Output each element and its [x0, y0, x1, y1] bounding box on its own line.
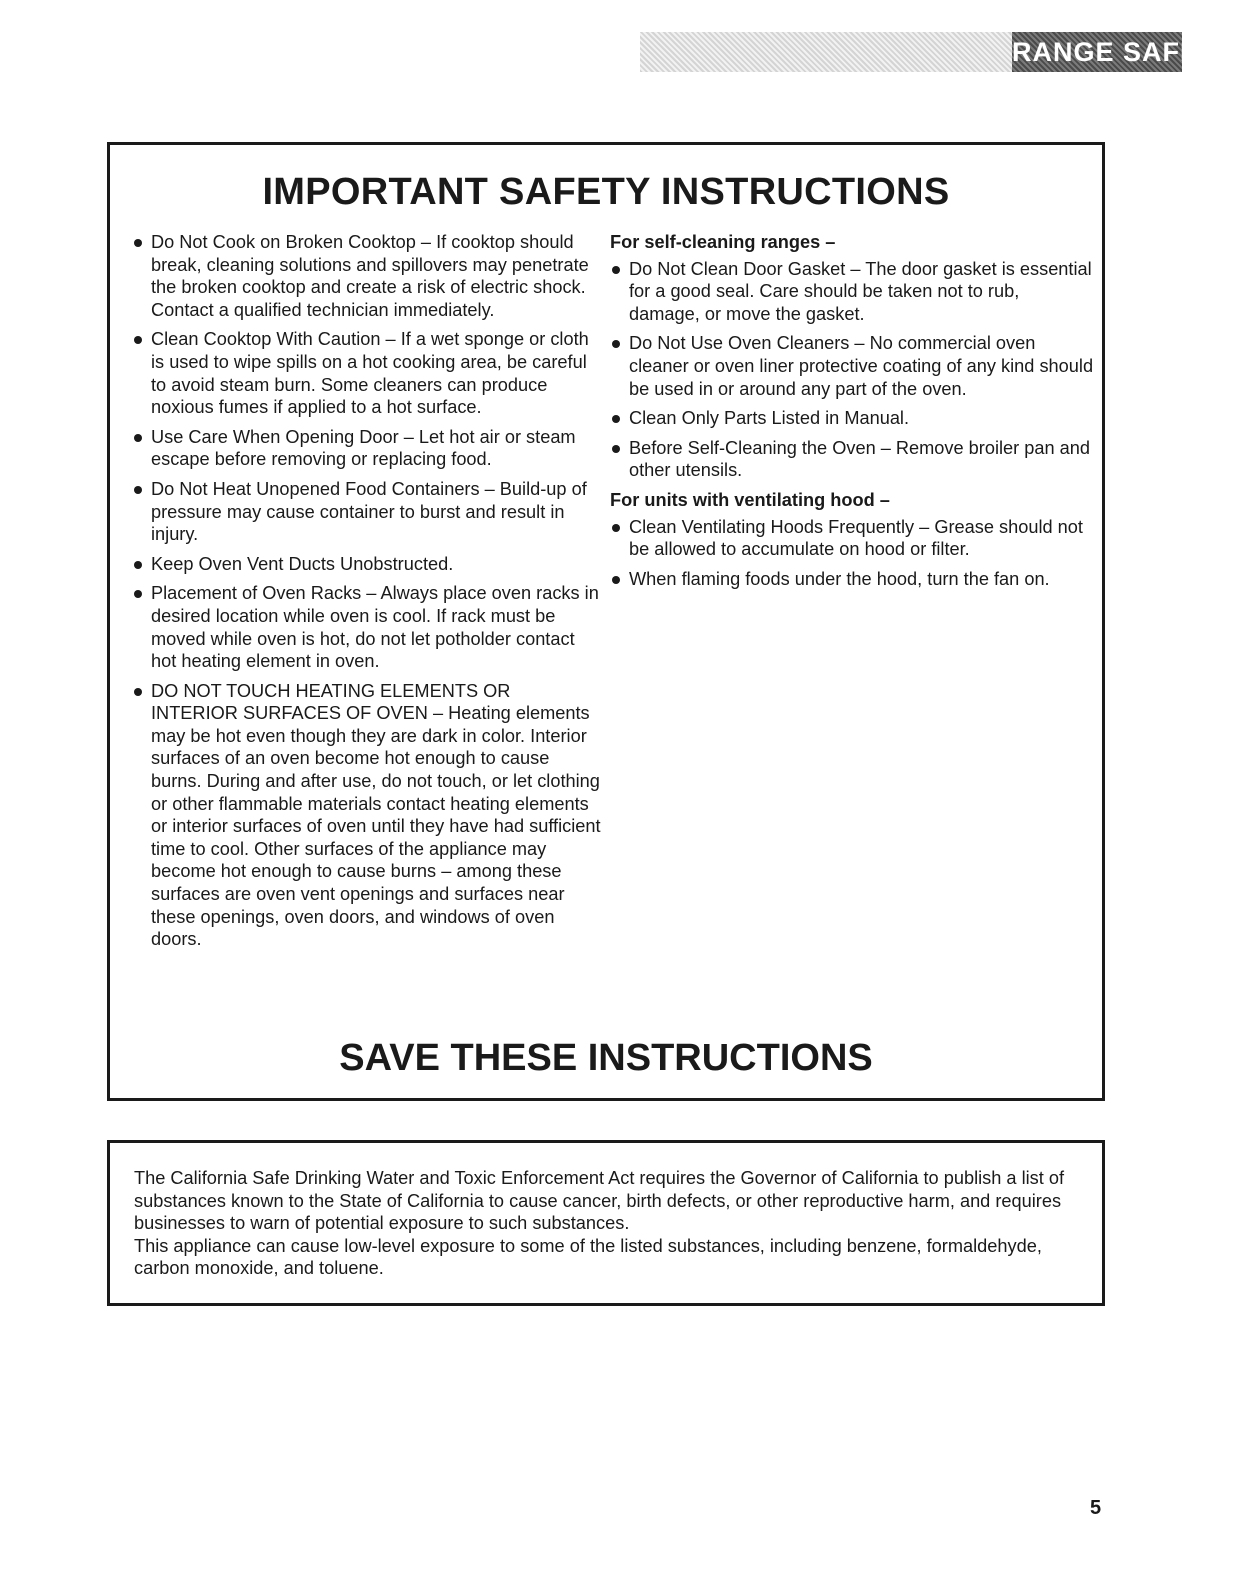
list-item-text: Do Not Use Oven Cleaners – No commercial oven cleaner or oven liner protective coating of any kind should be used in or around any part of the oven. [629, 333, 1094, 399]
save-instructions-title: SAVE THESE INSTRUCTIONS [339, 1037, 873, 1079]
list-item-text: Do Not Clean Door Gasket – The door gasket is essential for a good seal. Care should be taken not to rub, damage, or move the gasket. [629, 258, 1092, 324]
notice-paragraph: This appliance can cause low-level exposure to some of the listed substances, including benzene, formaldehyde, carbon monoxide, and toluene. [134, 1235, 1042, 1279]
ventilating-list [610, 516, 1095, 591]
bullet-icon [134, 590, 142, 598]
list-item [132, 478, 602, 546]
bullet-icon [134, 434, 142, 442]
list-item [610, 332, 1095, 400]
list-item-text: Use Care When Opening Door – Let hot air or steam escape before removing or replacing food. [151, 426, 576, 470]
list-item-text: Do Not Heat Unopened Food Containers – Build-up of pressure may cause container to burst and result in injury. [151, 478, 587, 545]
list-item-text: Before Self-Cleaning the Oven – Remove broiler pan and other utensils. [629, 437, 1091, 481]
bullet-icon [612, 445, 620, 453]
safety-title: IMPORTANT SAFETY INSTRUCTIONS [262, 171, 950, 213]
list-item [132, 553, 602, 576]
bullet-icon [134, 688, 142, 696]
list-item [610, 407, 1095, 430]
list-item [132, 680, 602, 951]
bullet-icon [134, 561, 142, 569]
list-item-text: Keep Oven Vent Ducts Unobstructed. [151, 553, 454, 574]
ventilating-heading: For units with ventilating hood – [610, 489, 890, 510]
list-item [132, 231, 602, 321]
safety-instructions-box [107, 142, 1105, 1101]
section-header-band [640, 32, 1236, 72]
california-notice-box [107, 1140, 1105, 1306]
self-cleaning-list [610, 258, 1095, 482]
bullet-icon [134, 239, 142, 247]
bullet-icon [612, 415, 620, 423]
list-item-text: Clean Ventilating Hoods Frequently – Grease should not be allowed to accumulate on hood or filter. [629, 516, 1083, 560]
notice-text [134, 1167, 1074, 1280]
self-cleaning-heading: For self-cleaning ranges – [610, 232, 836, 252]
bullet-icon [612, 524, 620, 532]
list-item-text: Do Not Cook on Broken Cooktop – If cooktop should break, cleaning solutions and spillovers may penetrate the broken cooktop and create a risk of electric shock. Contact a qualified technician immediately. [151, 232, 589, 320]
list-item [610, 516, 1095, 561]
bullet-icon [612, 340, 620, 348]
left-bullet-list [132, 231, 602, 951]
left-column [132, 231, 602, 958]
list-item-text: Clean Only Parts Listed in Manual. [629, 408, 910, 429]
bullet-icon [134, 486, 142, 494]
list-item-text: When flaming foods under the hood, turn the fan on. [629, 568, 1050, 589]
list-item [610, 437, 1095, 482]
bullet-icon [134, 336, 142, 344]
bullet-icon [612, 576, 620, 584]
list-item [132, 426, 602, 471]
list-item-text: DO NOT TOUCH HEATING ELEMENTS OR INTERIOR SURFACES OF OVEN – Heating elements may be hot even though they are dark in color. Interior surfaces of an oven become hot enough to cause burns. During and after use, do not touch, or let clothing or other flammable materials contact heating elements or interior surfaces of oven until they have had sufficient time to cool. Other surfaces of the appliance may become hot enough to cause burns – among these surfaces are oven vent openings and surfaces near these openings, oven doors, and windows of oven doors. [151, 680, 601, 950]
list-item-text: Clean Cooktop With Caution – If a wet sponge or cloth is used to wipe spills on a hot cooking area, be careful to avoid steam burn. Some cleaners can produce noxious fumes if applied to a hot surface. [151, 329, 589, 418]
bullet-icon [612, 266, 620, 274]
section-header-label: RANGE SAFETY [1012, 32, 1182, 72]
list-item [132, 582, 602, 672]
list-item [610, 568, 1095, 591]
list-item [610, 258, 1095, 326]
list-item-text: Placement of Oven Racks – Always place oven racks in desired location while oven is cool. If rack must be moved while oven is hot, do not let potholder contact hot heating element in oven. [151, 583, 599, 672]
list-item [132, 328, 602, 418]
notice-paragraph: The California Safe Drinking Water and Toxic Enforcement Act requires the Governor of California to publish a list of substances known to the State of California to cause cancer, birth defects, or other reproductive harm, and requires businesses to warn of potential exposure to such substances. [134, 1168, 1065, 1234]
page-number: 5 [1090, 1497, 1102, 1519]
right-column [610, 231, 1095, 597]
